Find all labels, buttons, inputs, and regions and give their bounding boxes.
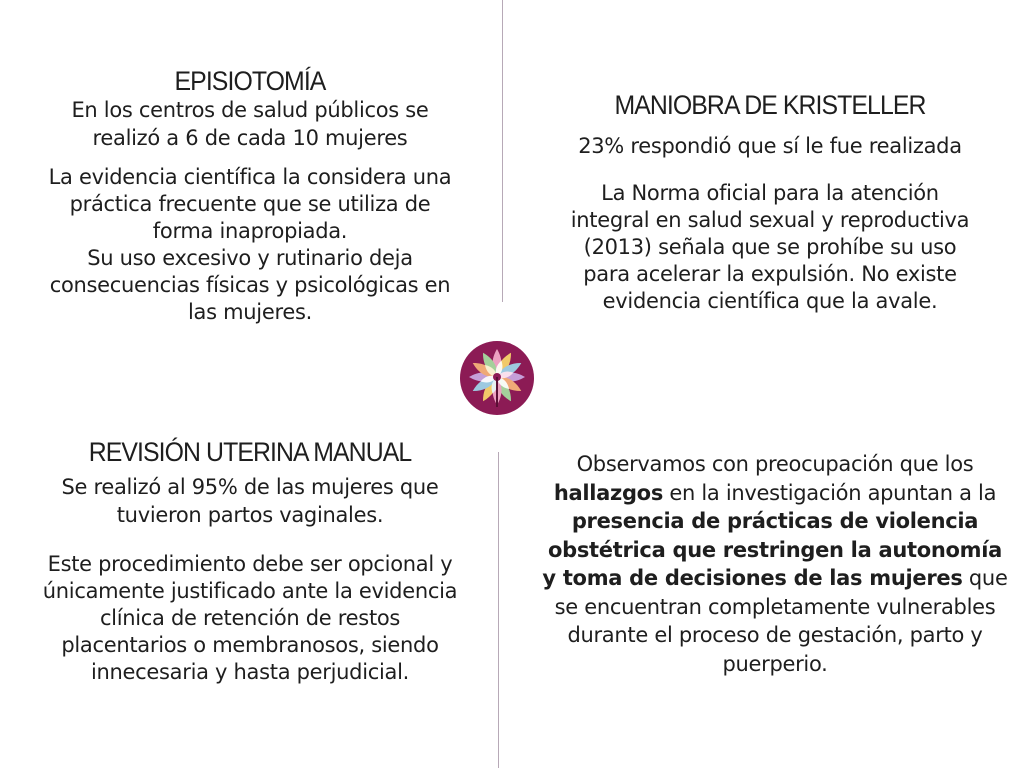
revision-lead: Se realizó al 95% de las mujeres que tuvieron partos vaginales. [61,475,439,527]
observamos-bold-2: presencia de prácticas de violencia obstétrica que restringen la autonomía y toma de decisiones de las mujeres [542,509,1002,590]
divider-bottom [498,452,499,768]
observamos-part-1: Observamos con preocupación que los [576,452,974,476]
observamos-text [540,450,1010,678]
kristeller-section [545,90,995,315]
episiotomia-body-2: Su uso excesivo y rutinario deja consecuencias físicas y psicológicas en las mujeres. [49,246,451,324]
revision-section [40,437,460,686]
observamos-part-2: en la investigación apuntan a la [663,480,997,505]
divider-top [502,0,503,302]
episiotomia-title: EPISIOTOMÍA [174,66,326,96]
episiotomia-body [40,164,460,326]
observamos-section [540,450,1010,678]
episiotomia-section [40,66,460,326]
kristeller-body: La Norma oficial para la atención integral en salud sexual y reproductiva (2013) señala que se prohíbe su uso para acelerar la expulsión. No existe evidencia científica que la avale. [570,181,970,313]
episiotomia-body-1: La evidencia científica la considera una práctica frecuente que se utiliza de forma inapropiada. [48,165,452,243]
revision-title: REVISIÓN UTERINA MANUAL [88,437,412,467]
revision-body: Este procedimiento debe ser opcional y únicamente justificado ante la evidencia clínica de retención de restos placentarios o membranosos, siendo innecesaria y hasta perjudicial. [42,552,458,684]
observamos-part-3: que se encuentran completamente vulnerables durante el proceso de gestación, parto y puerperio. [554,566,1008,676]
kristeller-title: MANIOBRA DE KRISTELLER [614,90,926,120]
lotus-flower-icon [460,341,534,415]
kristeller-lead: 23% respondió que sí le fue realizada [578,134,962,158]
episiotomia-lead: En los centros de salud públicos se realizó a 6 de cada 10 mujeres [71,98,429,150]
observamos-bold-1: hallazgos [553,480,664,505]
